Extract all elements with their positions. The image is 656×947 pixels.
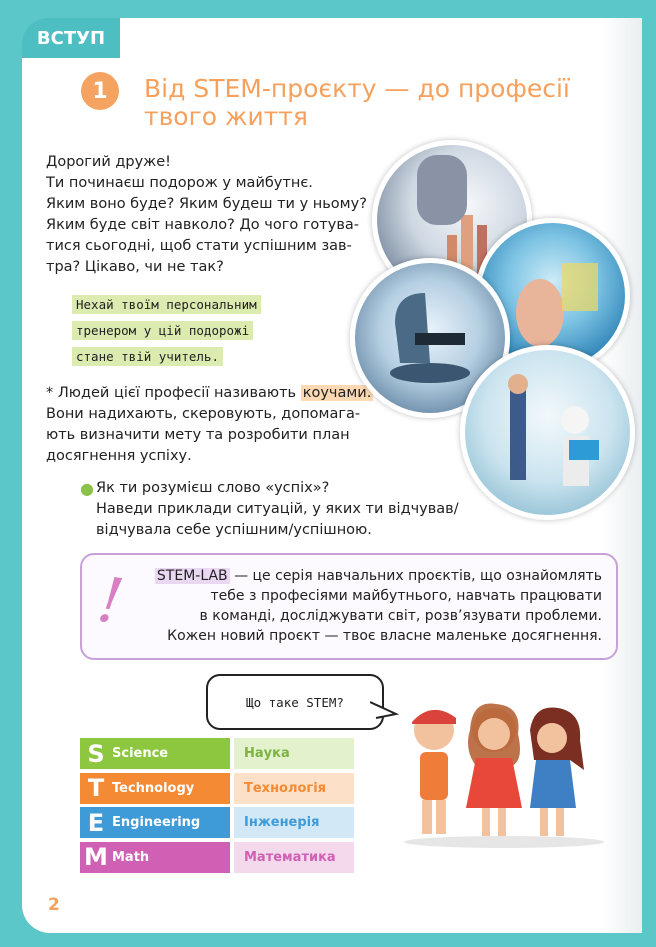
stem-ukrainian: Технологія <box>234 773 354 804</box>
note-line: Нехай твоїм персональним <box>72 295 261 314</box>
coach-footnote <box>46 383 376 467</box>
intro-line: Ти починаєш подорож у майбутнє. <box>46 175 313 191</box>
stem-row-e <box>80 807 354 838</box>
note-line: тренером у цій подорожі <box>72 321 253 340</box>
callout-line: тебе з професіями майбутнього, навчать працювати <box>210 588 602 604</box>
stem-table <box>80 738 354 876</box>
teacher-note <box>72 292 302 370</box>
callout-text <box>140 566 602 646</box>
stem-english: Engineering <box>112 815 201 830</box>
bullet-dot-icon: ● <box>80 479 94 498</box>
page-number: 2 <box>48 895 60 915</box>
kids-illustration-icon <box>384 700 614 850</box>
intro-line: Яким буде світ навколо? До чого готува- <box>46 217 359 233</box>
callout-line: в команді, досліджувати світ, розв’язувати проблеми. <box>199 608 602 624</box>
photo-girl-robot <box>460 345 635 520</box>
callout-first-line: — це серія навчальних проєктів, що ознайомлять <box>229 568 602 584</box>
stem-ukrainian: Інженерія <box>234 807 354 838</box>
stem-letter: T <box>87 774 105 802</box>
stem-letter: M <box>84 843 108 871</box>
speech-bubble: Що таке STEM? <box>206 674 384 730</box>
stem-english: Math <box>112 849 150 865</box>
stem-letter: S <box>87 739 105 768</box>
stem-letter: E <box>87 808 105 837</box>
robot-icon <box>465 350 630 515</box>
page-title: Від STEM-проєкту — до професії твого життя <box>144 74 570 131</box>
section-tab: ВСТУП <box>22 18 120 58</box>
exclamation-icon: ! <box>93 562 128 639</box>
photo-collage <box>350 140 650 530</box>
note-line: стане твій учитель. <box>72 347 223 366</box>
intro-line: Дорогий друже! <box>46 154 171 170</box>
callout-term: STEM-LAB <box>156 568 228 584</box>
coach-prefix: * Людей цієї професії називають <box>46 385 301 401</box>
stem-row-m <box>80 842 354 873</box>
stem-english-cell <box>80 738 230 769</box>
coach-line: ють визначити мету та розробити план <box>46 427 350 443</box>
intro-line: Яким воно буде? Яким будеш ти у ньому? <box>46 196 367 212</box>
coach-line: Вони надихають, скеровують, допомага- <box>46 406 361 422</box>
stem-row-s <box>80 738 354 769</box>
intro-line: тися сьогодні, щоб стати успішним зав- <box>46 238 352 254</box>
intro-line: тра? Цікаво, чи не так? <box>46 259 224 275</box>
stem-ukrainian: Математика <box>234 842 354 873</box>
coach-line: досягнення успіху. <box>46 448 192 464</box>
stem-english-cell <box>80 807 230 838</box>
stem-english: Technology <box>112 780 195 796</box>
lesson-number-badge: 1 <box>81 72 119 110</box>
coach-term: коучами. <box>302 385 372 401</box>
stem-english-cell <box>80 842 230 873</box>
question-line: Як ти розумієш слово «успіх»? <box>96 480 330 496</box>
question-line: відчувала себе успішним/успішною. <box>96 522 372 538</box>
callout-line: Кожен новий проєкт — твоє власне маленьке досягнення. <box>167 628 602 644</box>
stem-row-t <box>80 773 354 804</box>
question-line: Наведи приклади ситуацій, у яких ти відчував/ <box>96 501 459 517</box>
intro-text <box>46 152 376 278</box>
stem-english: Science <box>112 746 169 761</box>
stem-english-cell <box>80 773 230 804</box>
stem-ukrainian: Наука <box>234 738 354 769</box>
